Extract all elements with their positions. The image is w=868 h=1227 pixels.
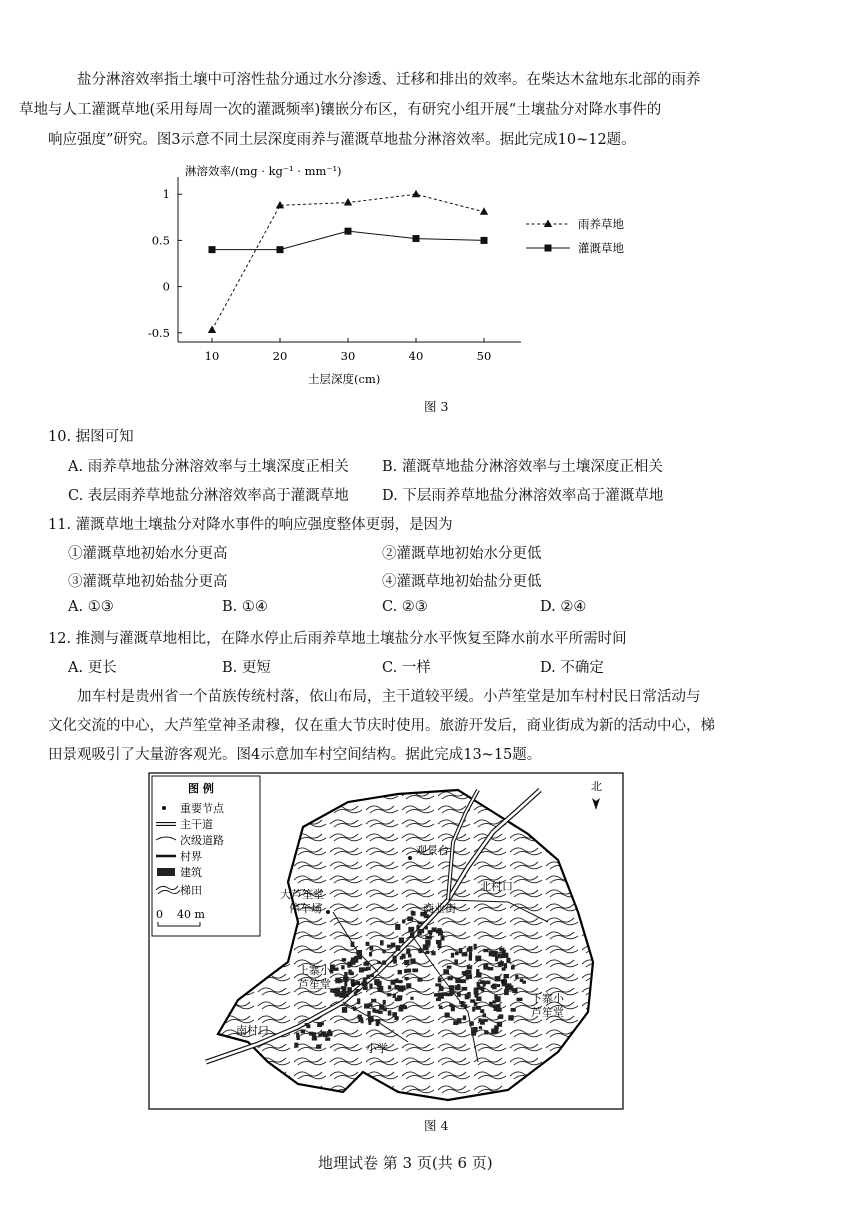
svg-text:北: 北 (591, 780, 602, 793)
building (343, 977, 349, 982)
data-point-square (345, 228, 352, 235)
building (357, 998, 360, 1004)
data-point-triangle (480, 207, 488, 215)
data-point-square (413, 235, 420, 242)
building (376, 1021, 380, 1026)
building (442, 992, 447, 996)
building (522, 981, 526, 984)
building (515, 975, 518, 979)
building (369, 984, 372, 989)
x-tick-label: 10 (204, 349, 220, 363)
building (497, 984, 500, 987)
building (364, 1004, 370, 1009)
building (354, 956, 360, 959)
building (438, 978, 442, 983)
q12-stem: 12. 推测与灌溉草地相比，在降水停止后雨养草地土壤盐分水平恢复至降水前水平所需时间 (48, 631, 627, 647)
building (316, 1045, 321, 1049)
legend-label-2: 灌溉草地 (578, 241, 624, 255)
building (363, 977, 367, 982)
building (347, 962, 350, 968)
building (517, 998, 523, 1001)
building (436, 998, 441, 1001)
q12-option-d[interactable]: D. 不确定 (540, 660, 604, 676)
building (335, 978, 340, 984)
building (358, 1015, 362, 1020)
building (502, 967, 506, 970)
building (321, 1031, 327, 1035)
data-point-triangle (276, 201, 284, 209)
building (404, 977, 408, 980)
building (371, 974, 374, 978)
svg-text:建筑: 建筑 (180, 866, 202, 879)
chart-ticks (148, 187, 492, 363)
q10-option-b[interactable]: B. 灌溉草地盐分淋溶效率与土壤深度正相关 (382, 459, 663, 475)
label-shangyejie: 商业街 (423, 902, 456, 915)
label-shangzhai-1: 上寨小 (298, 964, 331, 977)
label-beicunkou: 北村口 (480, 880, 513, 893)
chart-y-label: 淋溶效率/(mg · kg⁻¹ · mm⁻¹) (185, 164, 342, 178)
building (371, 999, 376, 1002)
building (504, 974, 510, 978)
building (363, 986, 368, 990)
building (376, 981, 381, 987)
building (506, 958, 510, 963)
data-point-triangle (208, 325, 216, 333)
q12-option-b[interactable]: B. 更短 (222, 660, 271, 676)
chart-legend (526, 217, 624, 255)
building (445, 1013, 450, 1018)
y-tick-label: 0 (162, 279, 170, 294)
building (418, 922, 423, 925)
data-point-triangle (344, 198, 352, 206)
building (297, 1036, 300, 1040)
building (387, 993, 391, 996)
legend-marker-square (545, 245, 552, 252)
building (492, 1000, 496, 1003)
building (480, 1009, 484, 1013)
q11-stem: 11. 灌溉草地土壤盐分对降水事件的响应强度整体更弱，是因为 (48, 517, 453, 533)
building (484, 1030, 488, 1034)
building (428, 930, 433, 934)
building (475, 956, 481, 962)
svg-text:图 例: 图 例 (188, 782, 214, 795)
building (423, 944, 429, 950)
x-tick-label: 50 (476, 349, 492, 363)
building (402, 954, 406, 959)
building (493, 1004, 498, 1007)
building (410, 997, 413, 1000)
chart-x-label: 土层深度(cm) (308, 372, 381, 386)
q11-option-c[interactable]: C. ②③ (382, 599, 428, 615)
intro2-line-3: 田景观吸引了大量游客观光。图4示意加车村空间结构。据此完成13~15题。 (48, 747, 542, 763)
intro-paragraph-1: 盐分淋溶效率指土壤中可溶性盐分通过水分渗透、迁移和排出的效率。在柴达木盆地东北部的雨养 草地与人工灌溉草地(采用每周一次的灌溉频率)镶嵌分布区，有研究小组开展“土壤盐分对降水事件的 响应强度”研究。图3示意不同土层深度雨养与灌溉草地盐分淋溶效率。据此完成10~12题。 (19, 72, 701, 148)
building (396, 945, 401, 951)
figure-4-map (148, 772, 624, 1110)
q10-option-c[interactable]: C. 表层雨养草地盐分淋溶效率高于灌溉草地 (68, 488, 349, 504)
building (356, 981, 360, 985)
q11-statement-2: ②灌溉草地初始水分更低 (382, 546, 542, 562)
building (410, 933, 414, 938)
q10-option-a[interactable]: A. 雨养草地盐分淋溶效率与土壤深度正相关 (68, 459, 349, 475)
node-xiazhai (501, 980, 505, 984)
building (492, 951, 498, 957)
svg-text:村界: 村界 (180, 850, 202, 863)
building (462, 952, 468, 956)
building (425, 926, 428, 930)
building (333, 990, 337, 993)
figure-3-chart (130, 155, 670, 395)
q11-option-d[interactable]: D. ②④ (540, 599, 587, 615)
q11-statement-3: ③灌溉草地初始盐分更高 (68, 574, 228, 590)
y-tick-label: -0.5 (147, 325, 170, 340)
building (388, 985, 391, 989)
q11-option-b[interactable]: B. ①④ (222, 599, 268, 615)
building (472, 1007, 475, 1012)
building (453, 1021, 458, 1025)
building (402, 919, 405, 923)
building (488, 967, 494, 971)
building (342, 1007, 347, 1013)
building (483, 949, 488, 952)
building (399, 938, 404, 944)
building (328, 1030, 331, 1036)
x-tick-label: 40 (408, 349, 424, 363)
building (464, 1004, 468, 1008)
map-legend (152, 776, 260, 936)
building (481, 987, 484, 992)
building (443, 969, 449, 974)
svg-text:梯田: 梯田 (180, 884, 202, 897)
intro2-line-1: 加车村是贵州省一个苗族传统村落，依山布局，主干道较平缓。小芦笙堂是加车村村民日常活动与 (77, 689, 701, 705)
building (435, 983, 441, 986)
node-guanjingtai (408, 856, 412, 860)
building (474, 1002, 477, 1006)
building (394, 985, 399, 990)
building (441, 935, 445, 940)
building (342, 989, 345, 994)
y-tick-label: 0.5 (151, 233, 170, 248)
building (503, 953, 508, 958)
building (391, 980, 396, 985)
label-guanjingtai: 观景台 (416, 844, 449, 857)
svg-text:次级道路: 次级道路 (180, 834, 224, 847)
building (383, 1008, 387, 1011)
building (341, 965, 344, 969)
building (459, 1001, 464, 1004)
building (457, 993, 461, 997)
building (498, 962, 503, 966)
building (495, 976, 501, 981)
building (412, 969, 418, 973)
data-point-square (209, 246, 216, 253)
building (395, 924, 400, 930)
building (474, 988, 478, 994)
building (361, 1020, 364, 1023)
building (418, 948, 422, 953)
building (474, 944, 477, 950)
building (496, 1008, 501, 1012)
q12-option-a[interactable]: A. 更长 (68, 660, 117, 676)
building (497, 996, 501, 1001)
building (359, 967, 364, 972)
building (469, 1021, 474, 1026)
q11-statement-1: ①灌溉草地初始水分更高 (68, 546, 228, 562)
building (467, 992, 470, 998)
building (366, 942, 370, 946)
building (485, 981, 490, 985)
page-footer: 地理试卷 第 3 页(共 6 页) (318, 1154, 493, 1172)
building (504, 990, 507, 995)
building (378, 1011, 383, 1014)
label-xiazhai-2: 芦笙堂 (531, 1006, 564, 1019)
building (466, 970, 472, 974)
building (383, 1000, 386, 1005)
building (387, 945, 392, 948)
building (411, 911, 414, 915)
building (366, 975, 370, 979)
data-point-square (277, 246, 284, 253)
building (369, 952, 372, 957)
label-xiazhai-1: 下寨小 (531, 992, 564, 1005)
building (495, 957, 498, 962)
figure-3-caption: 图 3 (424, 399, 449, 414)
building (388, 1010, 392, 1015)
building (479, 1026, 482, 1029)
building (439, 1006, 443, 1010)
building (321, 1022, 324, 1025)
building (408, 954, 412, 958)
label-shangzhai-2: 芦笙堂 (298, 978, 331, 991)
building (312, 1037, 317, 1040)
building (410, 927, 414, 932)
q10-option-d[interactable]: D. 下层雨养草地盐分淋溶效率高于灌溉草地 (382, 488, 664, 504)
building (455, 985, 461, 990)
building (350, 972, 354, 976)
building (395, 979, 398, 983)
building (427, 940, 430, 944)
label-dalusheng-2: 停车场 (289, 902, 322, 915)
building (353, 1007, 356, 1011)
data-point-square (481, 237, 488, 244)
building (467, 965, 472, 969)
building (451, 953, 454, 958)
building (325, 1038, 330, 1041)
q11-option-a[interactable]: A. ①③ (68, 599, 114, 615)
building (367, 1011, 370, 1016)
label-nancunkou: 南村口 (236, 1024, 269, 1037)
building (447, 966, 452, 969)
figure-4-caption: 图 4 (424, 1118, 449, 1133)
building (372, 1008, 375, 1013)
building (377, 961, 381, 964)
q10-stem: 10. 据图可知 (48, 429, 134, 445)
data-point-triangle (412, 190, 420, 198)
building (370, 946, 374, 951)
series-line-1 (212, 194, 484, 330)
building (305, 1023, 309, 1026)
building (455, 978, 460, 983)
building (410, 959, 415, 964)
building (491, 1029, 496, 1034)
building (380, 940, 384, 945)
building (431, 951, 435, 955)
building (426, 951, 430, 954)
building (511, 1008, 516, 1012)
svg-text:主干道: 主干道 (180, 818, 213, 831)
q12-option-c[interactable]: C. 一样 (382, 660, 431, 676)
building (397, 995, 402, 998)
building (368, 1021, 371, 1025)
building (354, 991, 357, 995)
building (406, 983, 411, 988)
building (448, 976, 453, 980)
building (363, 962, 368, 966)
building (393, 956, 397, 961)
building (467, 948, 473, 952)
building (483, 1013, 487, 1017)
building (392, 1012, 397, 1017)
building (301, 1029, 306, 1033)
building (416, 925, 419, 931)
intro2-line-2: 文化交流的中心，大芦笙堂神圣肃穆，仅在重大节庆时使用。旅游开发后，商业街成为新的活动中心，梯 (48, 718, 715, 734)
building (454, 959, 458, 964)
building (382, 950, 385, 954)
building (393, 994, 396, 998)
y-tick-label: 1 (162, 187, 170, 202)
building (477, 985, 481, 990)
building (398, 980, 403, 983)
building (399, 1006, 404, 1012)
label-xiaoxue: 小学 (366, 1042, 388, 1055)
building (407, 969, 411, 973)
svg-text:重要节点: 重要节点 (180, 802, 224, 815)
x-tick-label: 20 (272, 349, 288, 363)
building (511, 966, 514, 970)
building (489, 951, 492, 956)
building (462, 987, 468, 991)
building (498, 1016, 501, 1019)
building (294, 1043, 298, 1048)
legend-marker-triangle (544, 220, 552, 228)
building (347, 987, 352, 993)
legend-label-1: 雨养草地 (578, 217, 624, 231)
x-tick-label: 30 (340, 349, 356, 363)
building (362, 982, 368, 987)
building (439, 986, 444, 991)
building (455, 952, 459, 955)
building (351, 942, 355, 948)
svg-text:0 40 m: 0 40 m (156, 908, 205, 921)
building (508, 983, 511, 989)
building (436, 930, 440, 934)
building (342, 958, 347, 961)
building (438, 993, 443, 999)
building (339, 993, 344, 996)
building (425, 936, 429, 939)
building (508, 1015, 513, 1020)
building (492, 984, 497, 990)
building (309, 1032, 313, 1036)
building (460, 979, 466, 983)
building (463, 1015, 466, 1020)
building (418, 978, 423, 982)
building (406, 948, 410, 954)
building (489, 1002, 493, 1007)
building (404, 960, 409, 965)
building (404, 969, 407, 973)
building (482, 1019, 488, 1022)
building (472, 1027, 477, 1032)
node-shangzhai (351, 983, 355, 987)
building (483, 981, 486, 987)
chart-series (208, 190, 488, 333)
building (451, 1006, 455, 1012)
q11-statement-4: ④灌溉草地初始盐分更低 (382, 574, 542, 590)
building (475, 1006, 481, 1010)
building (382, 960, 386, 964)
building (429, 936, 432, 940)
building (407, 916, 413, 921)
label-dalusheng-1: 大芦笙堂 (280, 888, 324, 901)
node-dalusheng (326, 910, 330, 914)
building (449, 989, 453, 995)
building (398, 970, 402, 975)
building (476, 972, 481, 977)
building (469, 951, 472, 957)
